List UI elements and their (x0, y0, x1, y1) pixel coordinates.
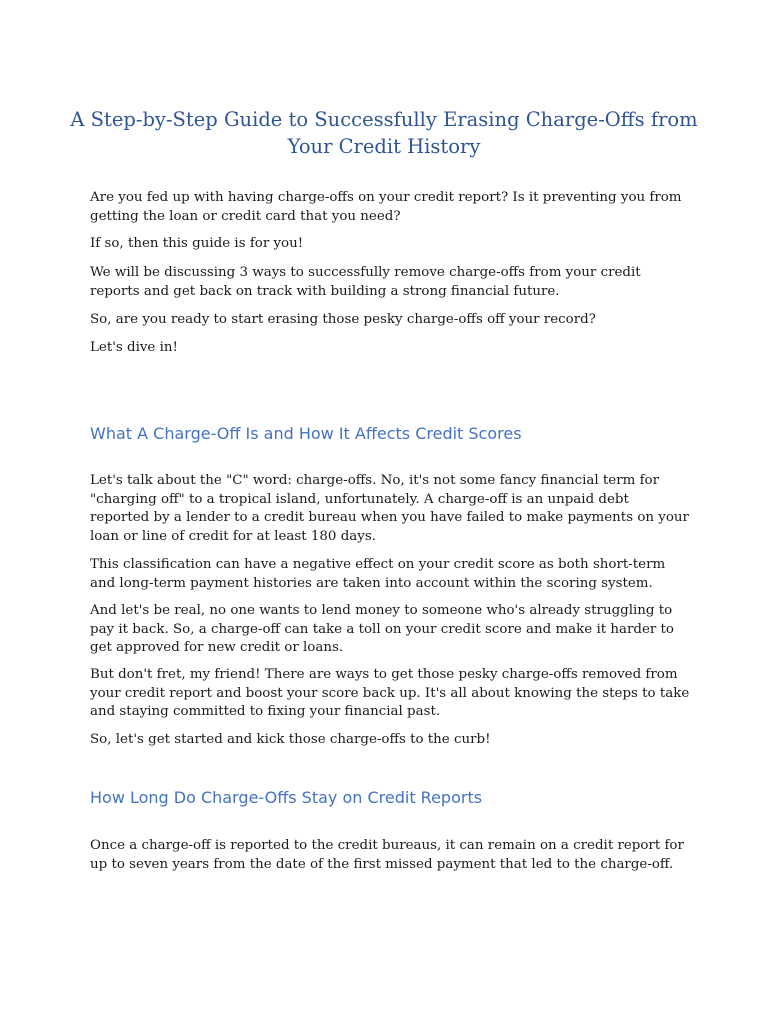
document-title: A Step-by-Step Guide to Successfully Erasing Charge-Offs from Your Credit History (70, 108, 698, 158)
section-heading-how-long: How Long Do Charge-Offs Stay on Credit Reports (90, 788, 483, 807)
intro-paragraph: We will be discussing 3 ways to successfully remove charge-offs from your credit reports and get back on track with building a strong financial future. (90, 265, 641, 299)
section-paragraph: Let's talk about the "C" word: charge-offs. No, it's not some fancy financial term for "charging off" to a tropical island, unfortunately. A charge-off is an unpaid debt reported by a lender to a credit bureau when you have failed to make payments on your loan or line of credit for at least 180 days. (90, 473, 689, 544)
section-paragraph: So, let's get started and kick those charge-offs to the curb! (90, 732, 491, 747)
intro-paragraph: Let's dive in! (90, 340, 178, 355)
section-heading-what-is-charge-off: What A Charge-Off Is and How It Affects Credit Scores (90, 424, 522, 443)
intro-paragraph: So, are you ready to start erasing those pesky charge-offs off your record? (90, 312, 596, 327)
intro-paragraph: Are you fed up with having charge-offs on your credit report? Is it preventing you from getting the loan or credit card that you need? (90, 190, 682, 224)
section-paragraph: This classification can have a negative effect on your credit score as both short-term and long-term payment histories are taken into account within the scoring system. (90, 557, 666, 591)
intro-paragraph: If so, then this guide is for you! (90, 236, 304, 251)
section-paragraph: And let's be real, no one wants to lend money to someone who's already struggling to pay it back. So, a charge-off can take a toll on your credit score and make it harder to get approved for new credit or loans. (90, 603, 674, 655)
section-paragraph: But don't fret, my friend! There are ways to get those pesky charge-offs removed from your credit report and boost your score back up. It's all about knowing the steps to take and staying committed to fixing your financial past. (90, 667, 690, 719)
section-paragraph: Once a charge-off is reported to the credit bureaus, it can remain on a credit report for up to seven years from the date of the first missed payment that led to the charge-off. (90, 838, 684, 872)
